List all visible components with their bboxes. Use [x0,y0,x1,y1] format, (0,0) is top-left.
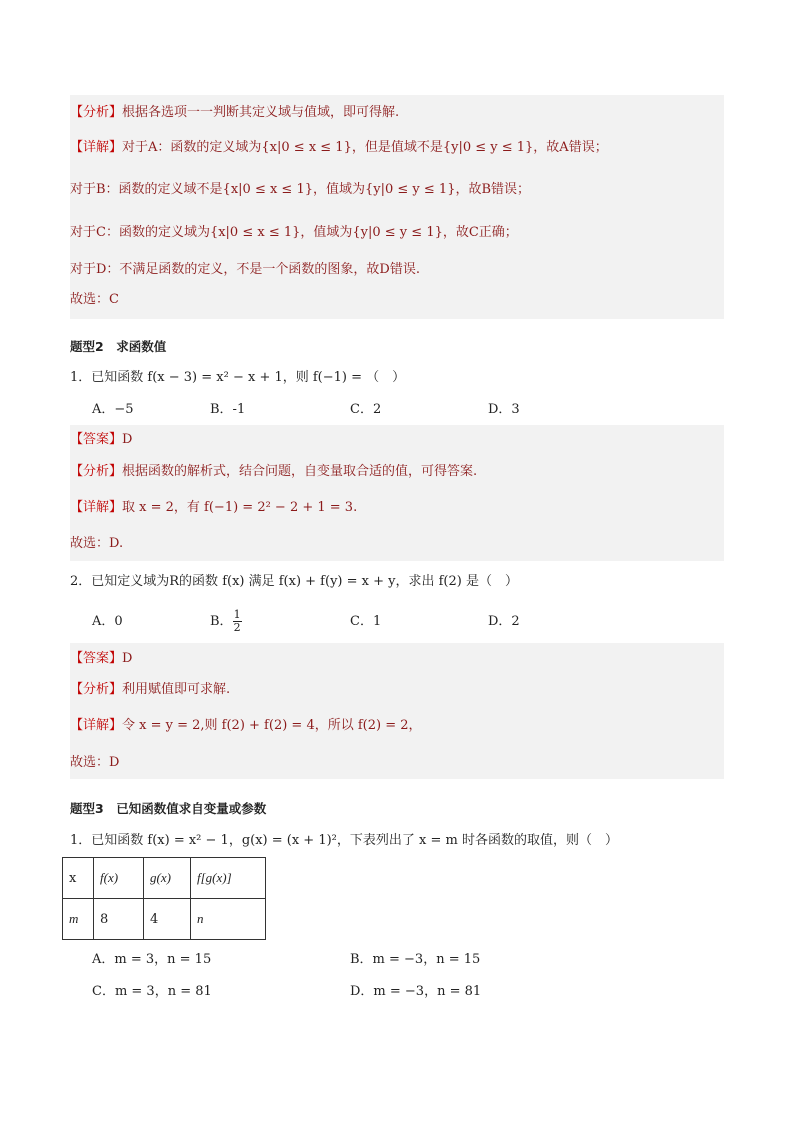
s3-q1-options-row1 [70,946,724,974]
s3-q1-option-b[interactable]: B．m = −3，n = 15 [350,952,481,967]
detail-b-text: 对于B：函数的定义域不是{x|0 ≤ x ≤ 1}，值域为{y|0 ≤ y ≤ 1}，故B错误； [70,182,531,197]
solution-block-1 [70,95,724,319]
s2-q1-option-d[interactable]: D．3 [488,402,520,417]
choice-text: 故选：D. [70,536,124,551]
fraction-numerator: 1 [233,608,241,621]
option-b-label: B． [210,614,233,629]
detail-a-text: 对于A：函数的定义域为{x|0 ≤ x ≤ 1}，但是值域不是{y|0 ≤ y ≤ 1}，故A错误； [122,140,608,155]
s2-q2-stem: 2．已知定义域为R的函数 f(x) 满足 f(x) + f(y) = x + y，求出 f(2) 是（ ） [70,574,518,589]
s2-q2-solution [70,643,724,779]
s2-q2-option-c[interactable]: C．1 [350,614,382,629]
choice-text: 故选：C [70,292,119,307]
detail-tag: 【详解】 [70,140,123,155]
detail-tag: 【详解】 [70,718,123,733]
detail-line-c [70,211,724,255]
answer-value: D [122,432,133,447]
choice-line [70,285,724,315]
s2-q1-option-b[interactable]: B．-1 [210,402,246,417]
answer-tag: 【答案】 [70,651,123,666]
s2-q1-choice-line [70,527,724,561]
s2-q2-answer-line [70,643,724,675]
detail-tag: 【详解】 [70,500,123,515]
s3-q1-option-d[interactable]: D．m = −3，n = 81 [350,984,482,999]
s3-q1-stem: 1．已知函数 f(x) = x² − 1，g(x) = (x + 1)²，下表列出了 x = m 时各函数的取值，则（ ） [70,833,618,848]
s2-q2-option-d[interactable]: D．2 [488,614,520,629]
detail-text: 取 x = 2，有 f(−1) = 2² − 2 + 1 = 3. [122,500,358,515]
table-cell: f(x) [94,858,144,899]
analysis-text: 利用赋值即可求解. [122,682,231,697]
analysis-text: 根据各选项一一判断其定义域与值域，即可得解. [122,105,400,120]
detail-text: 令 x = y = 2,则 f(2) + f(2) = 4，所以 f(2) = 2， [122,718,422,733]
analysis-tag: 【分析】 [70,682,123,697]
analysis-tag: 【分析】 [70,464,123,479]
analysis-text: 根据函数的解析式，结合问题，自变量取合适的值，可得答案. [122,464,478,479]
section-2-title: 题型2 求函数值 [70,339,167,354]
table-cell: 8 [94,899,144,940]
s2-q1-stem: 1．已知函数 f(x − 3) = x² − x + 1，则 f(−1) = （ ） [70,370,406,385]
s3-q1-option-c[interactable]: C．m = 3，n = 81 [92,984,212,999]
s2-q2-options [70,607,724,637]
detail-line-d [70,255,724,285]
s2-q1-options [70,397,724,423]
s2-q2-option-b[interactable] [210,607,350,637]
analysis-line [70,99,724,127]
s2-q2-analysis-line [70,675,724,705]
table-cell: n [191,899,266,940]
detail-d-text: 对于D：不满足函数的定义，不是一个函数的图象，故D错误. [70,262,420,277]
page-content [70,95,724,1006]
table-row [63,899,266,940]
table-cell: m [63,899,94,940]
table-row [63,858,266,899]
detail-line-b [70,169,724,211]
s2-q1-option-a[interactable]: A．−5 [92,402,134,417]
s3-q1-option-a[interactable]: A．m = 3，n = 15 [92,952,212,967]
table-cell: f[g(x)] [191,858,266,899]
s2-q1-answer-line [70,425,724,455]
s2-q1-detail-line [70,489,724,527]
analysis-tag: 【分析】 [70,105,123,120]
s3-q1-options-row2 [70,978,724,1006]
detail-c-text: 对于C：函数的定义域为{x|0 ≤ x ≤ 1}，值域为{y|0 ≤ y ≤ 1}，故C正确； [70,225,518,240]
fraction-one-half [233,609,242,634]
table-cell: g(x) [144,858,191,899]
answer-tag: 【答案】 [70,432,123,447]
s2-q1-option-c[interactable]: C．2 [350,402,382,417]
detail-line-a [70,127,724,169]
answer-value: D [122,651,133,666]
s2-q1-solution [70,425,724,561]
value-table [62,857,266,940]
section-3-title: 题型3 已知函数值求自变量或参数 [70,801,267,816]
table-cell: 4 [144,899,191,940]
choice-text: 故选：D [70,755,120,770]
s2-q2-choice-line [70,747,724,779]
fraction-denominator: 2 [233,621,241,634]
s2-q1-analysis-line [70,455,724,489]
s2-q2-option-a[interactable]: A．0 [92,614,123,629]
s2-q2-detail-line [70,705,724,747]
table-cell: x [63,858,94,899]
